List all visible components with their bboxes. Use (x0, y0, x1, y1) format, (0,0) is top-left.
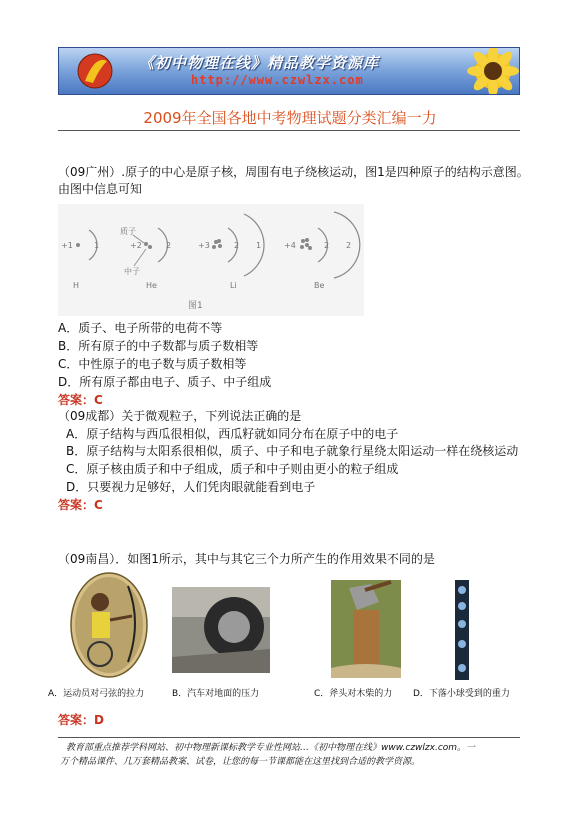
q2-answer: 答案：C (58, 498, 103, 512)
q1-option-a: A．质子、电子所带的电荷不等 (58, 321, 223, 335)
q1-option-d: D．所有原子都由电子、质子、中子组成 (58, 375, 272, 389)
svg-text:+2: +2 (130, 241, 142, 250)
figure-caption: 图1 (188, 301, 203, 311)
svg-text:H: H (73, 281, 80, 290)
q1-option-c: C．中性原子的电子数与质子数相等 (58, 357, 247, 371)
q2-option-b: B．原子结构与太阳系很相似，质子、中子和电子就象行星绕太阳运动一样在绕核运动 (66, 444, 519, 458)
q3-caption-c: C．斧头对木柴的力 (314, 689, 393, 699)
archer-image (70, 572, 148, 678)
q2-option-a: A．原子结构与西瓜很相似，西瓜籽就如同分布在原子中的电子 (66, 427, 399, 441)
svg-text:+4: +4 (284, 241, 296, 250)
atom-structure-figure (58, 204, 364, 316)
q3-caption-b: B．汽车对地面的压力 (172, 689, 260, 699)
svg-text:He: He (146, 281, 157, 290)
svg-text:+1: +1 (61, 241, 73, 250)
svg-text:2: 2 (346, 241, 352, 250)
q2-option-c: C．原子核由质子和中子组成，质子和中子则由更小的粒子组成 (66, 462, 399, 476)
q2-stem: （09成都）关于微观粒子，下列说法正确的是 (58, 409, 302, 423)
sunflower-icon (457, 48, 519, 94)
svg-text:2: 2 (234, 241, 240, 250)
label-proton: 质子 (120, 227, 136, 236)
q3-caption-d: D．下落小球受到的重力 (413, 689, 510, 699)
banner-title: 《初中物理在线》精品教学资源库 (139, 54, 380, 72)
car-tire-image (172, 587, 270, 673)
title-divider (58, 130, 520, 131)
svg-text:Be: Be (314, 281, 325, 290)
svg-text:+3: +3 (198, 241, 210, 250)
svg-text:Li: Li (230, 281, 237, 290)
q1-stem-line2: 由图中信息可知 (58, 182, 143, 196)
q3-caption-a: A．运动员对弓弦的拉力 (48, 689, 145, 699)
q3-answer: 答案：D (58, 713, 104, 727)
footer-line2: 万个精品课件、几万套精品教案、试卷，让您的每一节课都能在这里找到合适的教学资源。 (60, 757, 421, 767)
footer-line1: 教育部重点推荐学科网站、初中物理新课标教学专业性网站…《初中物理在线》www.czwlzx.com。一 (66, 743, 476, 753)
q1-option-b: B．所有原子的中子数都与质子数相等 (58, 339, 259, 353)
falling-ball-image (455, 580, 469, 680)
svg-text:2: 2 (166, 241, 172, 250)
q2-option-d: D．只要视力足够好，人们凭肉眼就能看到电子 (66, 480, 316, 494)
q1-answer: 答案：C (58, 393, 103, 407)
q1-stem-line1: （09广州）.原子的中心是原子核，周围有电子绕核运动，图1是四种原子的结构示意图。 (58, 165, 529, 179)
banner-url[interactable]: http://www.czwlzx.com (191, 73, 364, 87)
footer-divider (58, 737, 520, 738)
label-neutron: 中子 (124, 267, 140, 276)
q3-stem: （09南昌）．如图1所示，其中与其它三个力所产生的作用效果不同的是 (58, 552, 435, 566)
svg-text:1: 1 (256, 241, 262, 250)
header-banner (58, 47, 520, 95)
svg-text:1: 1 (94, 241, 100, 250)
svg-text:2: 2 (324, 241, 330, 250)
document-title: 2009年全国各地中考物理试题分类汇编一力 (143, 109, 437, 127)
axe-wood-image (331, 580, 401, 678)
logo-icon (63, 51, 133, 91)
